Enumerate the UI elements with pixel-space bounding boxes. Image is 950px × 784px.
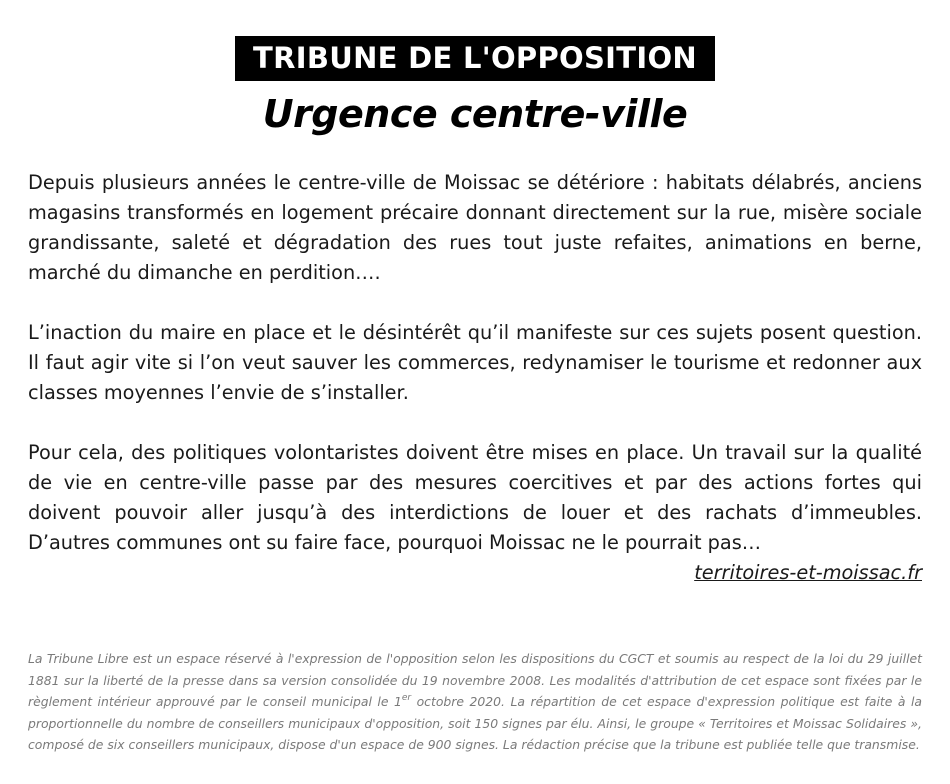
disclaimer-text-end: octobre 2020. La répartition de cet espace d'expression politique est faite à la proportionnelle du nombre de conseillers municipaux d'opposition, soit 150 signes par élu. Ainsi, le groupe « Territoires et Moissac Solidaires », composé de six conseillers municipaux, dispose d'un espace de 900 signes. La rédaction précise que la tribune est publiée telle que transmise.	[28, 694, 922, 752]
article-title: Urgence centre-ville	[262, 92, 688, 136]
disclaimer-text-start: La Tribune Libre est un espace réservé à l'expression de l'opposition selon les dispositions du CGCT et soumis au respect de la loi du 29 juillet 1881 sur la liberté de la presse dans sa version consolidée du 19 novembre 2008. Les modalités d'attribution de cet espace sont fixées par le règlement intérieur approuvé par le conseil municipal le 1	[28, 651, 922, 709]
paragraph-2: L’inaction du maire en place et le désintérêt qu’il manifeste sur ces sujets posent question. Il faut agir vite si l’on veut sauver les commerces, redynamiser le tourisme et redonner aux classes moyennes l’envie de s’installer.	[28, 321, 922, 404]
section-kicker: TRIBUNE DE L'OPPOSITION	[235, 36, 715, 81]
legal-disclaimer	[28, 648, 922, 756]
paragraph-3: Pour cela, des politiques volontaristes doivent être mises en place. Un travail sur la qualité de vie en centre-ville passe par des mesures coercitives et par des actions fortes qui doivent pouvoir aller jusqu’à des interdictions de louer et des rachats d’immeubles. D’autres communes ont su faire face, pourquoi Moissac ne le pourrait pas…	[28, 441, 922, 554]
disclaimer-superscript: er	[401, 692, 412, 703]
paragraph-1: Depuis plusieurs années le centre-ville de Moissac se détériore : habitats délabrés, anciens magasins transformés en logement précaire donnant directement sur la rue, misère sociale grandissante, saleté et dégradation des rues tout juste refaites, animations en berne, marché du dimanche en perdition….	[28, 171, 922, 284]
website-link[interactable]: territoires-et-moissac.fr	[694, 561, 922, 584]
header	[0, 36, 950, 81]
article-body	[28, 168, 922, 588]
